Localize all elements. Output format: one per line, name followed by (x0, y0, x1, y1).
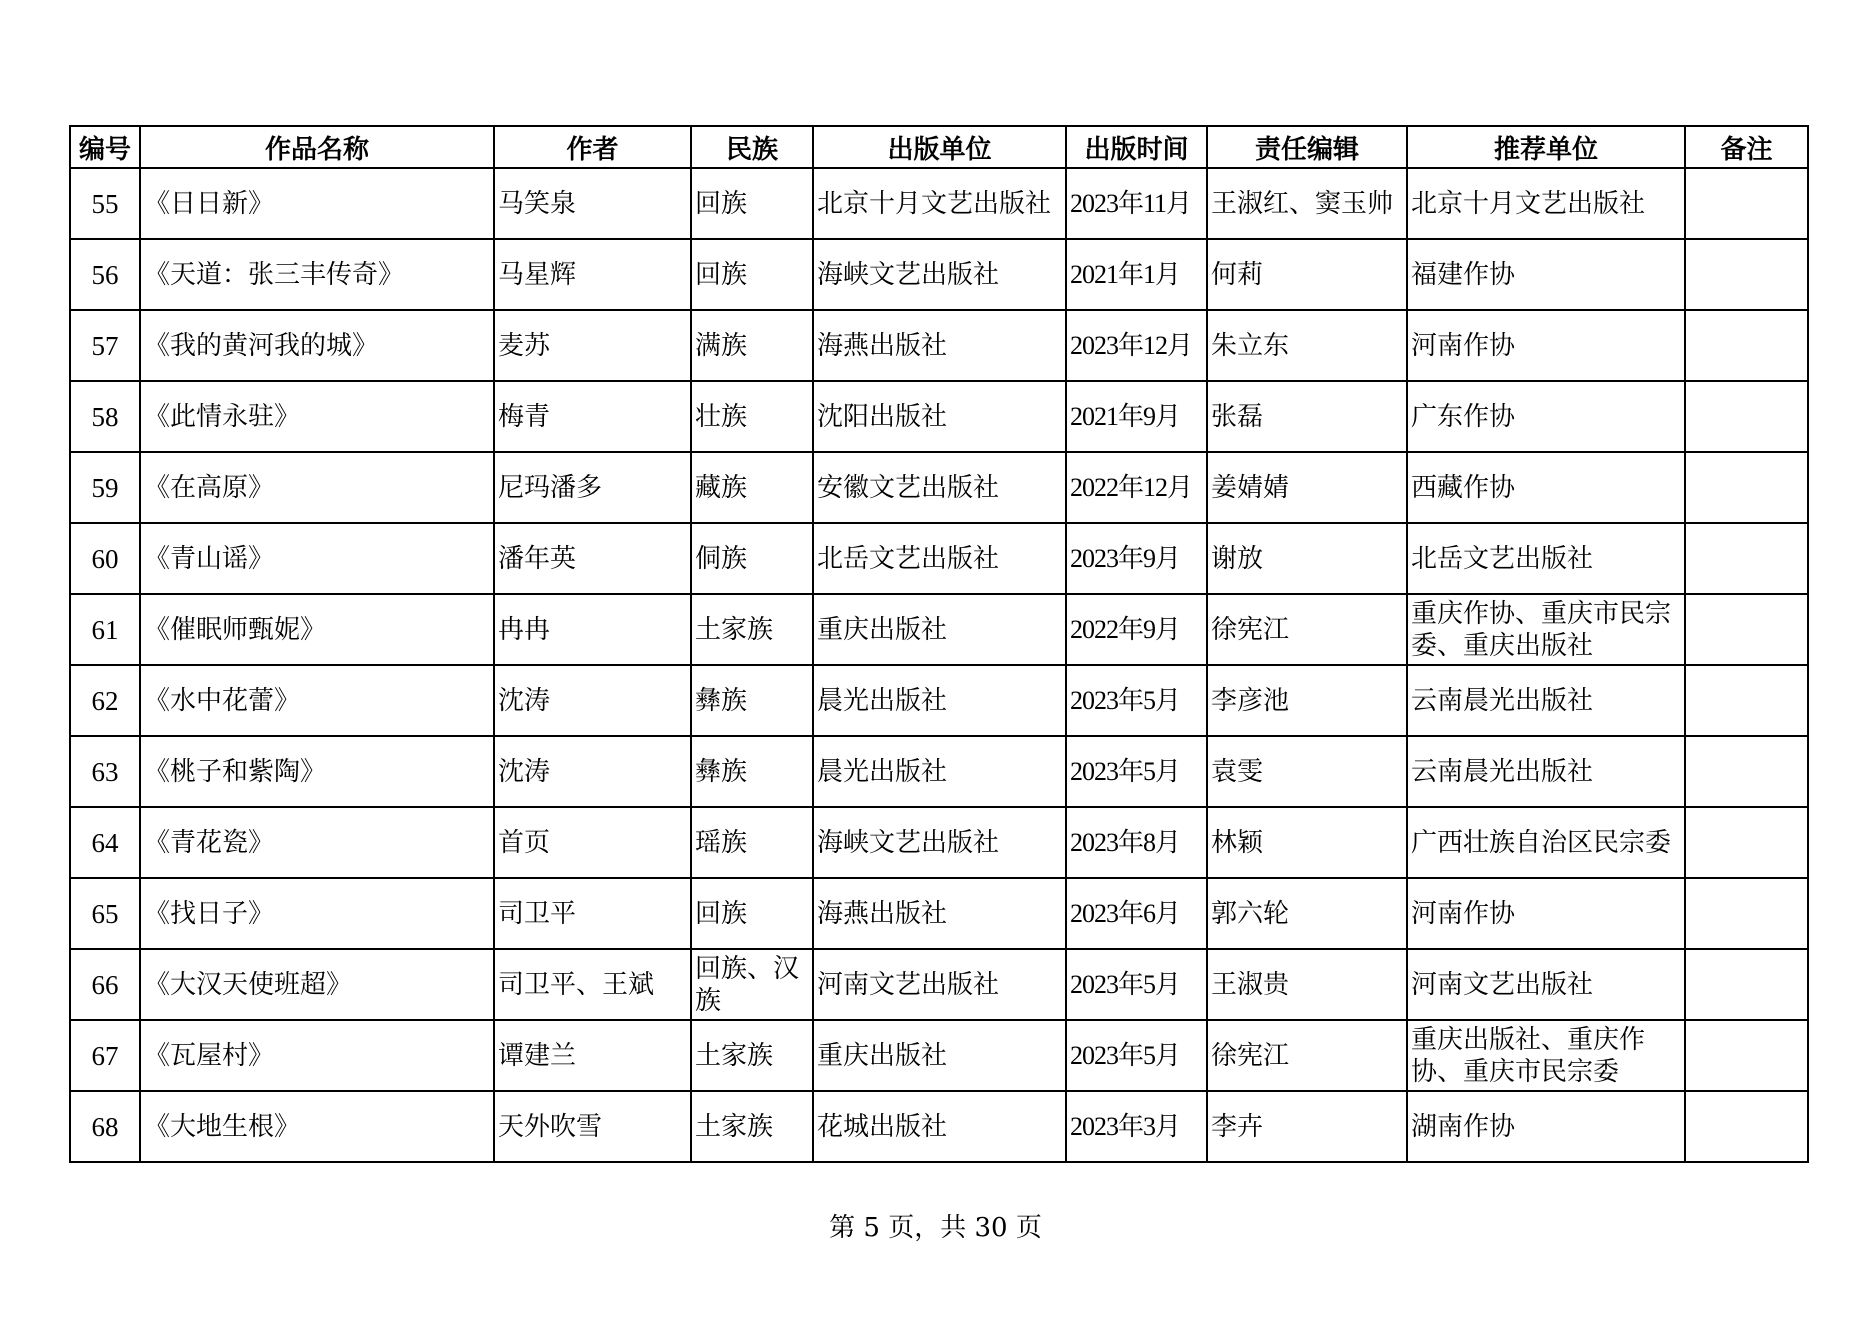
cell-author: 梅青 (494, 381, 691, 452)
cell-editor: 李卉 (1207, 1091, 1407, 1162)
cell-notes (1685, 310, 1808, 381)
cell-date: 2023年3月 (1066, 1091, 1207, 1162)
cell-recommender: 河南作协 (1407, 878, 1685, 949)
cell-publisher: 安徽文艺出版社 (813, 452, 1066, 523)
cell-editor: 何莉 (1207, 239, 1407, 310)
table-row (70, 878, 1808, 949)
cell-publisher: 海燕出版社 (813, 310, 1066, 381)
cell-ethnicity: 土家族 (691, 1020, 813, 1091)
cell-editor: 徐宪江 (1207, 594, 1407, 665)
cell-date: 2023年9月 (1066, 523, 1207, 594)
table-row (70, 452, 1808, 523)
header-date: 出版时间 (1066, 126, 1207, 168)
cell-title: 《大地生根》 (140, 1091, 494, 1162)
cell-notes (1685, 878, 1808, 949)
cell-ethnicity: 藏族 (691, 452, 813, 523)
table-header (70, 126, 1808, 168)
cell-publisher: 沈阳出版社 (813, 381, 1066, 452)
cell-title: 《日日新》 (140, 168, 494, 239)
cell-date: 2021年1月 (1066, 239, 1207, 310)
cell-recommender: 重庆出版社、重庆作协、重庆市民宗委 (1407, 1020, 1685, 1091)
cell-author: 马笑泉 (494, 168, 691, 239)
cell-title: 《我的黄河我的城》 (140, 310, 494, 381)
header-ethnicity: 民族 (691, 126, 813, 168)
cell-ethnicity: 瑶族 (691, 807, 813, 878)
table-row (70, 523, 1808, 594)
cell-recommender: 西藏作协 (1407, 452, 1685, 523)
table-row (70, 807, 1808, 878)
cell-author: 首页 (494, 807, 691, 878)
table-row (70, 594, 1808, 665)
cell-ethnicity: 回族 (691, 239, 813, 310)
table-row (70, 736, 1808, 807)
cell-recommender: 广西壮族自治区民宗委 (1407, 807, 1685, 878)
cell-author: 谭建兰 (494, 1020, 691, 1091)
cell-date: 2022年9月 (1066, 594, 1207, 665)
cell-title: 《此情永驻》 (140, 381, 494, 452)
cell-notes (1685, 1020, 1808, 1091)
cell-recommender: 广东作协 (1407, 381, 1685, 452)
cell-publisher: 晨光出版社 (813, 736, 1066, 807)
cell-publisher: 重庆出版社 (813, 1020, 1066, 1091)
cell-title: 《桃子和紫陶》 (140, 736, 494, 807)
cell-notes (1685, 239, 1808, 310)
cell-notes (1685, 949, 1808, 1020)
cell-author: 沈涛 (494, 665, 691, 736)
table-body (70, 168, 1808, 1162)
cell-notes (1685, 736, 1808, 807)
cell-author: 冉冉 (494, 594, 691, 665)
cell-date: 2023年11月 (1066, 168, 1207, 239)
cell-editor: 朱立东 (1207, 310, 1407, 381)
cell-date: 2023年5月 (1066, 665, 1207, 736)
cell-recommender: 湖南作协 (1407, 1091, 1685, 1162)
cell-recommender: 河南作协 (1407, 310, 1685, 381)
cell-no: 64 (70, 807, 140, 878)
header-recommender: 推荐单位 (1407, 126, 1685, 168)
cell-author: 天外吹雪 (494, 1091, 691, 1162)
cell-no: 58 (70, 381, 140, 452)
cell-editor: 王淑红、窦玉帅 (1207, 168, 1407, 239)
header-notes: 备注 (1685, 126, 1808, 168)
cell-publisher: 海峡文艺出版社 (813, 807, 1066, 878)
table-row (70, 168, 1808, 239)
cell-ethnicity: 回族 (691, 168, 813, 239)
cell-title: 《在高原》 (140, 452, 494, 523)
cell-editor: 林颖 (1207, 807, 1407, 878)
cell-author: 麦苏 (494, 310, 691, 381)
header-author: 作者 (494, 126, 691, 168)
table-row (70, 310, 1808, 381)
cell-author: 马星辉 (494, 239, 691, 310)
cell-publisher: 海峡文艺出版社 (813, 239, 1066, 310)
cell-title: 《瓦屋村》 (140, 1020, 494, 1091)
cell-no: 68 (70, 1091, 140, 1162)
cell-publisher: 北京十月文艺出版社 (813, 168, 1066, 239)
cell-date: 2023年5月 (1066, 949, 1207, 1020)
cell-recommender: 重庆作协、重庆市民宗委、重庆出版社 (1407, 594, 1685, 665)
cell-title: 《水中花蕾》 (140, 665, 494, 736)
cell-recommender: 云南晨光出版社 (1407, 736, 1685, 807)
cell-recommender: 河南文艺出版社 (1407, 949, 1685, 1020)
cell-publisher: 花城出版社 (813, 1091, 1066, 1162)
cell-no: 61 (70, 594, 140, 665)
cell-title: 《找日子》 (140, 878, 494, 949)
cell-publisher: 重庆出版社 (813, 594, 1066, 665)
cell-no: 66 (70, 949, 140, 1020)
cell-editor: 张磊 (1207, 381, 1407, 452)
cell-editor: 袁雯 (1207, 736, 1407, 807)
page-number: 第 5 页，共 30 页 (829, 1213, 1042, 1243)
cell-ethnicity: 回族 (691, 878, 813, 949)
cell-recommender: 云南晨光出版社 (1407, 665, 1685, 736)
cell-notes (1685, 665, 1808, 736)
cell-editor: 李彦池 (1207, 665, 1407, 736)
cell-no: 56 (70, 239, 140, 310)
cell-editor: 徐宪江 (1207, 1020, 1407, 1091)
cell-notes (1685, 594, 1808, 665)
table-row (70, 1020, 1808, 1091)
cell-author: 司卫平、王斌 (494, 949, 691, 1020)
cell-date: 2023年12月 (1066, 310, 1207, 381)
cell-no: 62 (70, 665, 140, 736)
cell-editor: 王淑贵 (1207, 949, 1407, 1020)
cell-notes (1685, 1091, 1808, 1162)
cell-ethnicity: 彝族 (691, 665, 813, 736)
cell-no: 65 (70, 878, 140, 949)
cell-date: 2022年12月 (1066, 452, 1207, 523)
cell-date: 2023年6月 (1066, 878, 1207, 949)
header-editor: 责任编辑 (1207, 126, 1407, 168)
cell-author: 沈涛 (494, 736, 691, 807)
table-row (70, 1091, 1808, 1162)
cell-editor: 郭六轮 (1207, 878, 1407, 949)
cell-ethnicity: 满族 (691, 310, 813, 381)
table-row (70, 949, 1808, 1020)
cell-notes (1685, 381, 1808, 452)
cell-notes (1685, 807, 1808, 878)
cell-recommender: 北岳文艺出版社 (1407, 523, 1685, 594)
cell-ethnicity: 回族、汉族 (691, 949, 813, 1020)
cell-title: 《催眠师甄妮》 (140, 594, 494, 665)
cell-no: 60 (70, 523, 140, 594)
cell-editor: 姜婧婧 (1207, 452, 1407, 523)
cell-date: 2021年9月 (1066, 381, 1207, 452)
cell-recommender: 福建作协 (1407, 239, 1685, 310)
cell-author: 尼玛潘多 (494, 452, 691, 523)
cell-ethnicity: 壮族 (691, 381, 813, 452)
cell-publisher: 北岳文艺出版社 (813, 523, 1066, 594)
cell-recommender: 北京十月文艺出版社 (1407, 168, 1685, 239)
cell-publisher: 晨光出版社 (813, 665, 1066, 736)
cell-no: 63 (70, 736, 140, 807)
header-title: 作品名称 (140, 126, 494, 168)
table-row (70, 665, 1808, 736)
cell-no: 57 (70, 310, 140, 381)
cell-no: 67 (70, 1020, 140, 1091)
cell-notes (1685, 168, 1808, 239)
cell-notes (1685, 452, 1808, 523)
cell-title: 《天道：张三丰传奇》 (140, 239, 494, 310)
cell-editor: 谢放 (1207, 523, 1407, 594)
cell-title: 《青花瓷》 (140, 807, 494, 878)
cell-date: 2023年5月 (1066, 736, 1207, 807)
header-no: 编号 (70, 126, 140, 168)
cell-author: 司卫平 (494, 878, 691, 949)
cell-date: 2023年5月 (1066, 1020, 1207, 1091)
table-row (70, 381, 1808, 452)
header-publisher: 出版单位 (813, 126, 1066, 168)
cell-no: 59 (70, 452, 140, 523)
cell-ethnicity: 土家族 (691, 1091, 813, 1162)
cell-ethnicity: 侗族 (691, 523, 813, 594)
cell-date: 2023年8月 (1066, 807, 1207, 878)
table-row (70, 239, 1808, 310)
cell-publisher: 河南文艺出版社 (813, 949, 1066, 1020)
cell-author: 潘年英 (494, 523, 691, 594)
cell-publisher: 海燕出版社 (813, 878, 1066, 949)
header-row (70, 126, 1808, 168)
cell-title: 《青山谣》 (140, 523, 494, 594)
cell-notes (1685, 523, 1808, 594)
cell-no: 55 (70, 168, 140, 239)
cell-ethnicity: 土家族 (691, 594, 813, 665)
cell-ethnicity: 彝族 (691, 736, 813, 807)
works-table (69, 125, 1809, 1163)
cell-title: 《大汉天使班超》 (140, 949, 494, 1020)
